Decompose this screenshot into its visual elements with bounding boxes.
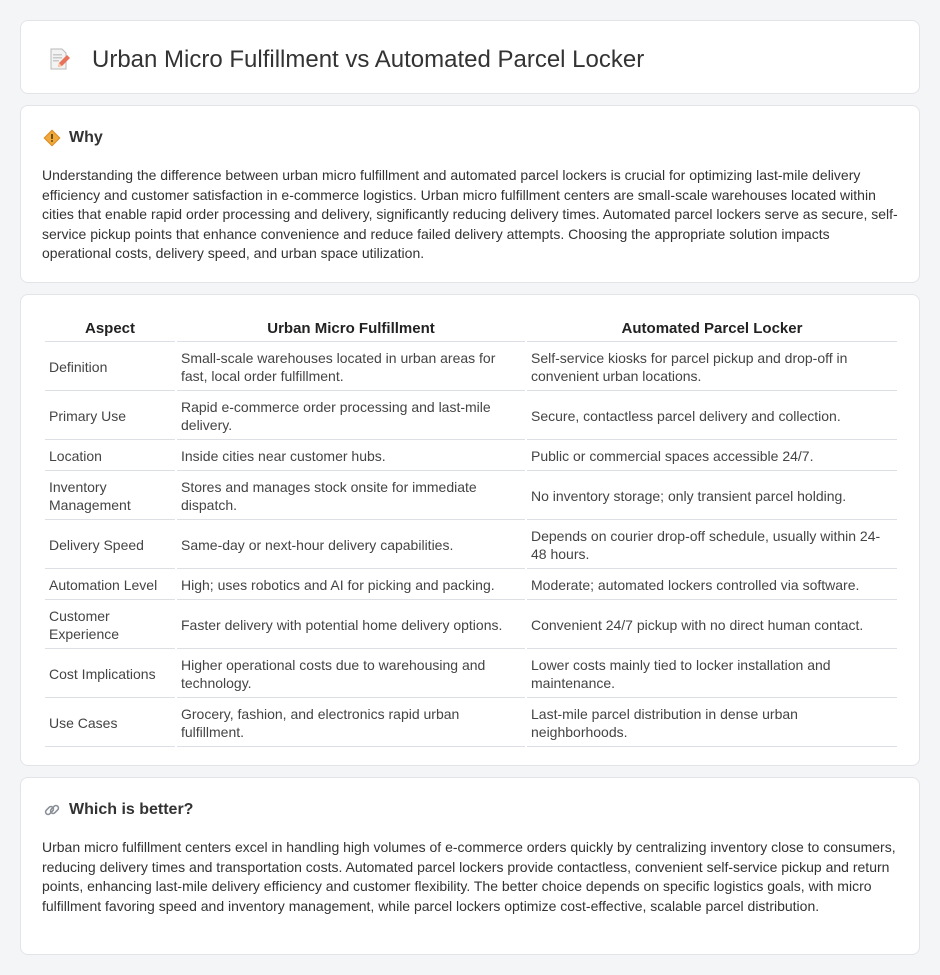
better-heading: Which is better? [69,801,194,818]
comparison-card [20,294,920,766]
aspect-cell: Primary Use [45,393,175,440]
micro-fulfillment-cell: Grocery, fashion, and electronics rapid urban fulfillment. [177,700,525,747]
micro-fulfillment-cell: Faster delivery with potential home delivery options. [177,602,525,649]
parcel-locker-cell: Lower costs mainly tied to locker installation and maintenance. [527,651,897,698]
parcel-locker-cell: No inventory storage; only transient parcel holding. [527,473,897,520]
link-icon [43,801,61,819]
table-row [45,651,897,698]
aspect-cell: Definition [45,344,175,391]
page-title: Urban Micro Fulfillment vs Automated Parcel Locker [92,46,645,73]
aspect-cell: Use Cases [45,700,175,747]
warning-sign-icon [43,129,61,147]
why-text: Understanding the difference between urban micro fulfillment and automated parcel lockers is crucial for optimizing last-mile delivery efficiency and customer satisfaction in e-commerce logistics. Urban micro fulfillment centers are small-scale warehouses located within cities that enable rapid order processing and delivery, significantly reducing delivery times. Automated parcel lockers serve as secure, self-service pickup points that enhance convenience and reduce failed delivery attempts. Choosing the appropriate solution impacts operational costs, delivery speed, and urban space utilization. [42,167,898,261]
which-is-better-card [20,777,920,955]
micro-fulfillment-cell: Inside cities near customer hubs. [177,442,525,471]
title-card [20,20,920,94]
aspect-cell: Inventory Management [45,473,175,520]
table-row [45,700,897,747]
table-row [45,442,897,471]
header-aspect: Aspect [45,317,175,342]
parcel-locker-cell: Last-mile parcel distribution in dense urban neighborhoods. [527,700,897,747]
micro-fulfillment-cell: Stores and manages stock onsite for immediate dispatch. [177,473,525,520]
micro-fulfillment-cell: High; uses robotics and AI for picking and packing. [177,571,525,600]
table-row [45,344,897,391]
better-text: Urban micro fulfillment centers excel in handling high volumes of e-commerce orders quickly by centralizing inventory close to consumers, reducing delivery times and transportation costs. Automated parcel lockers provide contactless, convenient self-service pickup and return points, enhancing last-mile delivery efficiency and customer flexibility. The better choice depends on specific logistics goals, with micro fulfillment favoring speed and inventory management, while parcel lockers optimize cost-effective, scalable parcel distribution. [42,839,896,914]
aspect-cell: Automation Level [45,571,175,600]
table-row [45,602,897,649]
parcel-locker-cell: Convenient 24/7 pickup with no direct human contact. [527,602,897,649]
table-row [45,393,897,440]
micro-fulfillment-cell: Higher operational costs due to warehousing and technology. [177,651,525,698]
why-heading: Why [69,129,103,146]
table-row [45,522,897,569]
micro-fulfillment-cell: Same-day or next-hour delivery capabilities. [177,522,525,569]
table-header-row [45,317,897,342]
parcel-locker-cell: Moderate; automated lockers controlled via software. [527,571,897,600]
header-automated-parcel-locker: Automated Parcel Locker [527,317,897,342]
parcel-locker-cell: Secure, contactless parcel delivery and collection. [527,393,897,440]
why-heading-row [43,128,103,148]
parcel-locker-cell: Public or commercial spaces accessible 24/7. [527,442,897,471]
table-row [45,571,897,600]
header-urban-micro-fulfillment: Urban Micro Fulfillment [177,317,525,342]
aspect-cell: Cost Implications [45,651,175,698]
better-heading-row [43,800,193,820]
comparison-table [43,315,899,749]
why-card [20,105,920,283]
parcel-locker-cell: Self-service kiosks for parcel pickup and drop-off in convenient urban locations. [527,344,897,391]
parcel-locker-cell: Depends on courier drop-off schedule, usually within 24-48 hours. [527,522,897,569]
aspect-cell: Location [45,442,175,471]
micro-fulfillment-cell: Small-scale warehouses located in urban areas for fast, local order fulfillment. [177,344,525,391]
aspect-cell: Customer Experience [45,602,175,649]
micro-fulfillment-cell: Rapid e-commerce order processing and last-mile delivery. [177,393,525,440]
aspect-cell: Delivery Speed [45,522,175,569]
table-row [45,473,897,520]
document-pencil-icon [47,47,71,71]
